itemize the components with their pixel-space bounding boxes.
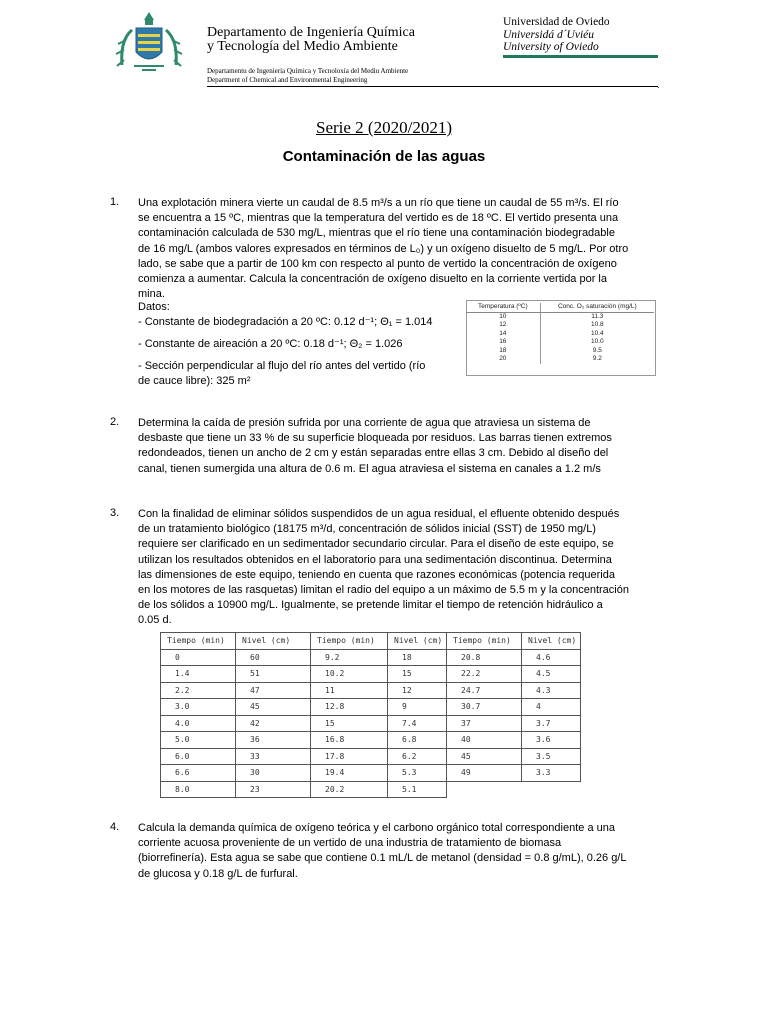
question-3-number: 3. — [110, 507, 120, 519]
table-header-row — [161, 633, 581, 650]
table-cell: 9.2 — [311, 649, 388, 666]
q1-line: de 16 mg/L (ambos valores expresados en términos de L₀) y un oxígeno disuelto de 5 mg/L. Por otro — [138, 242, 629, 255]
question-2-text — [138, 416, 658, 477]
q3-line: de los sólidos a 10900 mg/L. Igualmente, se pretende limitar el tiempo de retención hidráulico a — [138, 599, 603, 612]
table-cell: 9.5 — [540, 347, 654, 356]
table-row — [161, 715, 581, 732]
q1-dato-seccion-2: de cauce libre): 325 m² — [138, 375, 251, 387]
table-header-cell: Conc. O₂ saturación (mg/L) — [540, 303, 654, 312]
table-cell: 9.2 — [540, 355, 654, 364]
table-cell: 19.4 — [311, 765, 388, 782]
question-3-text — [138, 507, 658, 629]
question-1-text — [138, 196, 658, 302]
q1-line: Una explotación minera vierte un caudal de 8.5 m³/s a un río que tiene un caudal de 55 m³/s. El río — [138, 197, 619, 209]
table-cell: 6.0 — [161, 748, 236, 765]
table-cell: 3.6 — [522, 732, 581, 749]
q2-line: canal, tienen sumergida una altura de 0.6 m. El agua atraviesa el sistema en canales a 1.2 m/s — [138, 462, 601, 475]
q3-line: 0.05 d. — [138, 614, 172, 627]
table-cell: 10.2 — [311, 666, 388, 683]
table-cell: 4 — [522, 699, 581, 716]
table-cell: 7.4 — [388, 715, 447, 732]
table-row — [161, 765, 581, 782]
table-cell: 18 — [388, 649, 447, 666]
page-title: Serie 2 (2020/2021) — [316, 118, 452, 137]
table-cell: 49 — [447, 765, 522, 782]
dept-sub-line-1: Departamentu de Ingeniería Química y Tecnoloxía del Mediu Ambiente — [207, 67, 409, 75]
table-cell: 30 — [236, 765, 311, 782]
header-accent-line — [503, 55, 658, 58]
uni-line-2: Universidá d´Uviéu — [503, 28, 595, 41]
table-cell: 6.8 — [388, 732, 447, 749]
page-subtitle: Contaminación de las aguas — [282, 148, 486, 165]
table-header-cell: Tiempo (min) — [447, 633, 522, 650]
table-cell: 3.5 — [522, 748, 581, 765]
table-cell: 18 — [499, 346, 507, 354]
table-header-cell: Tiempo (min) — [161, 633, 236, 650]
table-cell: 14 — [499, 329, 507, 337]
question-4-text — [138, 821, 658, 882]
table-cell: 3.3 — [522, 765, 581, 782]
question-2-number: 2. — [110, 416, 120, 428]
table-row — [466, 338, 654, 347]
table-cell: 15 — [311, 715, 388, 732]
table-cell: 4.0 — [161, 715, 236, 732]
table-cell: 15 — [388, 666, 447, 683]
table-header-cell: Nivel (cm) — [236, 633, 311, 650]
table-cell: 2.2 — [161, 682, 236, 699]
table-row — [466, 312, 654, 321]
q1-dato-seccion-1: - Sección perpendicular al flujo del río antes del vertido (río — [138, 360, 426, 372]
table-cell: 16 — [499, 338, 507, 345]
department-subtitle — [207, 67, 408, 84]
table-cell: 10 — [499, 312, 507, 320]
table-cell: 47 — [236, 682, 311, 699]
university-seal-logo — [114, 10, 184, 80]
sedimentation-table — [160, 632, 581, 798]
table-cell: 1.4 — [161, 666, 236, 683]
question-4-number: 4. — [110, 821, 120, 833]
table-header-row — [466, 303, 654, 312]
table-row — [161, 732, 581, 749]
table-cell: 12.8 — [311, 699, 388, 716]
table-cell: 8.0 — [161, 781, 236, 798]
table-row — [161, 682, 581, 699]
table-row — [161, 781, 581, 798]
header-rule — [207, 86, 658, 87]
q3-line: utilizan los resultados obtenidos en el laboratorio para una sedimentación discontinua. Determina — [138, 553, 612, 566]
table-cell: 6.6 — [161, 765, 236, 782]
q1-line: mina. — [138, 288, 165, 301]
q4-line: corriente acuosa proveniente de un vertido de una industria de tratamiento de biomasa — [138, 837, 562, 850]
q1-dato-aireacion: - Constante de aireación a 20 ºC: 0.18 d⁻¹; Θ₂ = 1.026 — [138, 338, 403, 350]
q4-line: Calcula la demanda química de oxígeno teórica y el carbono orgánico total correspondiente a una — [138, 822, 615, 834]
table-cell: 42 — [236, 715, 311, 732]
table-cell: 3.0 — [161, 699, 236, 716]
table-cell: 20 — [499, 355, 507, 362]
q1-line: lado, se sabe que a partir de 100 km con respecto al punto de vertido la concentración de oxígeno — [138, 257, 617, 270]
q2-line: Determina la caída de presión sufrida por una corriente de agua que atraviesa un sistema de — [138, 417, 591, 429]
q1-line: se encuentra a 15 ºC, mientras que la temperatura del vertido es de 18 ºC. El vertido presenta una — [138, 212, 619, 225]
dept-line-2: y Tecnología del Medio Ambiente — [207, 39, 398, 54]
q2-line: desbaste que tiene un 33 % de su superficie bloqueada por residuos. Las barras tienen extremos — [138, 432, 612, 445]
uni-line-1: Universidad de Oviedo — [503, 16, 610, 28]
table-row — [466, 355, 654, 364]
table-row — [466, 347, 654, 356]
table-header-cell: Tiempo (min) — [311, 633, 388, 650]
table-cell: 20.2 — [311, 781, 388, 798]
table-cell: 11 — [311, 682, 388, 699]
q2-line: redondeados, tienen un ancho de 2 cm y están separadas entre ellas 3 cm. Debido al diseño del — [138, 447, 609, 460]
table-cell: 10.0 — [540, 338, 654, 347]
q3-line: las dimensiones de este equipo, teniendo en cuenta que razones económicas (potencia requerida — [138, 568, 615, 581]
table-cell: 5.0 — [161, 732, 236, 749]
table-cell: 12 — [388, 682, 447, 699]
table-header-cell: Nivel (cm) — [388, 633, 447, 650]
table-cell: 4.5 — [522, 666, 581, 683]
q1-line: comienza a aumentar. Calcula la concentración de oxígeno disuelto en la corriente vertida por la — [138, 273, 607, 286]
table-header-cell: Nivel (cm) — [522, 633, 581, 650]
table-cell: 0 — [161, 649, 236, 666]
q1-dato-biodegradacion: - Constante de biodegradación a 20 ºC: 0.12 d⁻¹; Θ₁ = 1.014 — [138, 316, 433, 328]
table-cell: 36 — [236, 732, 311, 749]
header-dot: . — [657, 80, 660, 90]
table-cell: 45 — [236, 699, 311, 716]
q3-line: Con la finalidad de eliminar sólidos suspendidos de un agua residual, el efluente obtenido después — [138, 508, 620, 520]
table-cell: 4.3 — [522, 682, 581, 699]
table-row — [161, 666, 581, 683]
table-cell: 5.3 — [388, 765, 447, 782]
table-cell: 5.1 — [388, 781, 447, 798]
table-cell: 10.4 — [540, 330, 654, 339]
q4-line: de glucosa y 0.18 g/L de furfural. — [138, 867, 298, 880]
table-cell: 3.7 — [522, 715, 581, 732]
table-cell-empty — [522, 781, 581, 798]
table-cell: 37 — [447, 715, 522, 732]
table-row — [466, 330, 654, 339]
table-cell: 16.8 — [311, 732, 388, 749]
table-cell: 33 — [236, 748, 311, 765]
table-cell: 9 — [388, 699, 447, 716]
table-cell: 23 — [236, 781, 311, 798]
table-cell: 60 — [236, 649, 311, 666]
university-name — [503, 16, 610, 54]
table-cell: 17.8 — [311, 748, 388, 765]
table-cell: 45 — [447, 748, 522, 765]
q3-line: requiere ser clarificado en un sedimentador secundario circular. Para el diseño de este equipo, se — [138, 538, 614, 551]
table-cell: 11.3 — [540, 312, 654, 321]
q3-line: en los motores de las rasquetas) limitan el radio del equipo a un máximo de 5.5 m y la concentración — [138, 584, 629, 597]
uni-line-3: University of Oviedo — [503, 41, 599, 53]
q1-line: contaminación calculada de 530 mg/L, mientras que el río tiene una contaminación biodegradable — [138, 227, 615, 240]
oxygen-saturation-table — [466, 303, 654, 364]
q3-line: de un tratamiento biológico (18175 m³/d, concentración de sólidos inicial (SST) de 1950 mg/L) — [138, 523, 596, 536]
table-cell: 10.8 — [540, 321, 654, 330]
table-cell-empty — [447, 781, 522, 798]
table-row — [161, 699, 581, 716]
table-cell: 12 — [499, 321, 507, 328]
table-cell: 4.6 — [522, 649, 581, 666]
q1-datos-label: Datos: — [138, 301, 170, 313]
q4-line: (biorrefinería). Esta agua se sabe que contiene 0.1 mL/L de metanol (densidad = 0.8 g/mL), 0.26 g/L — [138, 852, 627, 865]
table-cell: 51 — [236, 666, 311, 683]
table-cell: 40 — [447, 732, 522, 749]
dept-line-1: Departamento de Ingeniería Química — [207, 25, 415, 40]
table-cell: 22.2 — [447, 666, 522, 683]
table-cell: 30.7 — [447, 699, 522, 716]
dept-sub-line-2: Department of Chemical and Environmental Engineering — [207, 75, 368, 84]
department-name — [207, 26, 415, 54]
table-cell: 24.7 — [447, 682, 522, 699]
table-row — [466, 321, 654, 330]
question-1-number: 1. — [110, 196, 120, 208]
table-row — [161, 649, 581, 666]
table-row — [161, 748, 581, 765]
table-cell: 20.8 — [447, 649, 522, 666]
table-cell: 6.2 — [388, 748, 447, 765]
table-header-cell: Temperatura (ºC) — [466, 303, 540, 312]
